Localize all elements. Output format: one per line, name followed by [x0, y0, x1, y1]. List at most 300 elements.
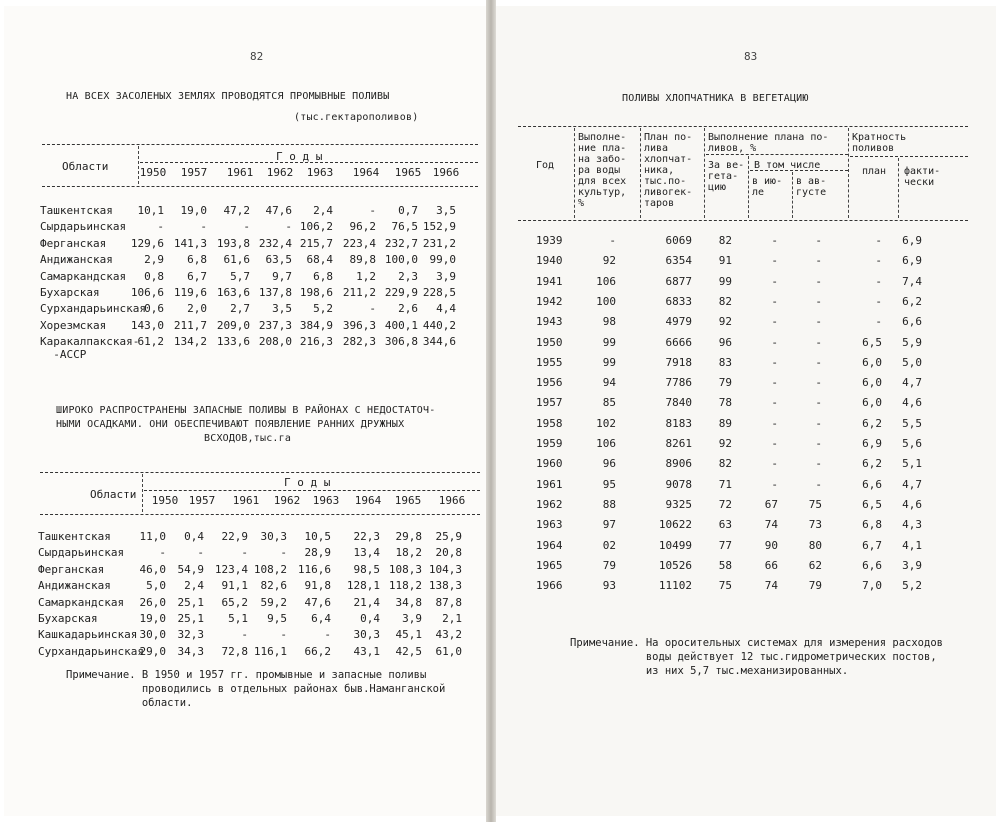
cell-value: 198,6	[299, 286, 333, 299]
row-year: 1958	[536, 416, 563, 430]
cell-value: 99	[602, 335, 616, 349]
cell-value: -	[771, 274, 778, 288]
cell-value: 96	[718, 335, 732, 349]
cell-value: 7786	[665, 376, 692, 390]
table1-top-rule	[42, 144, 478, 145]
cell-value: 6666	[665, 335, 692, 349]
cell-value: 137,8	[258, 286, 292, 299]
cell-value: 6,2	[862, 416, 882, 430]
cell-value: 30,3	[353, 628, 380, 642]
cell-value: 208,0	[258, 335, 292, 349]
cell-value: -	[771, 335, 778, 349]
cell-value: 6,8	[862, 518, 882, 532]
cell-value: -	[815, 376, 822, 390]
cell-value: 11102	[658, 579, 692, 593]
cell-value: 62	[808, 558, 822, 572]
cell-value: 5,1	[228, 612, 248, 625]
cell-value: -	[241, 628, 248, 642]
cell-value: 61,2	[137, 335, 164, 349]
year-header: 1966	[432, 166, 460, 179]
year-header: 1962	[273, 494, 301, 507]
year-header: 1962	[266, 166, 294, 179]
cell-value: 26,0	[139, 595, 166, 609]
header-irrigation-plan-group: Выполнение плана по- ливов, %	[708, 132, 829, 154]
cell-value: -	[815, 477, 822, 491]
cell-value: 129,6	[130, 236, 164, 250]
row-year: 1961	[536, 477, 563, 491]
row-region: Сурхандарьинская	[40, 302, 146, 316]
t3-group2-rule	[850, 156, 968, 157]
cell-value: 30,0	[139, 628, 166, 642]
cell-value: 7840	[665, 396, 692, 410]
cell-value: 43,1	[353, 644, 380, 658]
table2-header-separator	[142, 474, 143, 512]
table1-subtitle: (тыс.гектарополивов)	[294, 112, 419, 123]
cell-value: 128,1	[346, 579, 380, 593]
table3-note: Примечание. На оросительных системах для измерения расходов воды действует 12 тыс.гидрометрических постов, из них 5,7 тыс.механизированных.	[570, 637, 943, 677]
cell-value: 92	[718, 437, 732, 450]
cell-value: -	[815, 335, 822, 349]
cell-value: 7918	[665, 355, 692, 369]
cell-value: 193,8	[216, 236, 250, 250]
cell-value: 4,4	[436, 302, 456, 316]
cell-value: 5,1	[902, 457, 922, 471]
cell-value: 216,3	[299, 335, 333, 349]
cell-value: 63,5	[265, 253, 292, 267]
page-number: 82	[250, 50, 264, 63]
cell-value: -	[609, 234, 616, 247]
cell-value: -	[200, 220, 207, 234]
cell-value: -	[875, 254, 882, 268]
cell-value: -	[815, 294, 822, 308]
cell-value: 6,9	[902, 254, 922, 268]
cell-value: 306,8	[384, 335, 418, 349]
cell-value: -	[771, 416, 778, 430]
cell-value: -	[815, 274, 822, 288]
cell-value: 18,2	[395, 546, 422, 560]
cell-value: 3,9	[436, 269, 456, 283]
cell-value: 87,8	[435, 595, 462, 609]
cell-value: 22,3	[353, 530, 380, 543]
cell-value: 4,7	[902, 477, 922, 491]
page-number: 83	[744, 50, 758, 63]
cell-value: -	[324, 628, 331, 642]
cell-value: 3,9	[902, 558, 922, 572]
cell-value: 100,0	[384, 253, 418, 267]
cell-value: 46,0	[139, 562, 166, 576]
row-year: 1962	[536, 497, 563, 511]
cell-value: -	[815, 457, 822, 471]
cell-value: 59,2	[260, 595, 287, 609]
cell-value: 229,9	[384, 286, 418, 299]
cell-value: 396,3	[342, 318, 376, 332]
cell-value: 91,8	[304, 579, 331, 593]
cell-value: -	[815, 396, 822, 410]
cell-value: -	[771, 437, 778, 450]
cell-value: 123,4	[214, 562, 248, 576]
cell-value: 344,6	[422, 335, 456, 349]
cell-value: 237,3	[258, 318, 292, 332]
row-region: Самаркандская	[38, 595, 125, 609]
t3-col-sep-2	[640, 128, 641, 218]
cell-value: 211,7	[173, 318, 207, 332]
cell-value: 79	[808, 579, 822, 593]
cell-value: 66,2	[304, 644, 331, 658]
cell-value: 8261	[665, 437, 692, 450]
cell-value: 143,0	[130, 318, 164, 332]
cell-value: 6,2	[902, 294, 922, 308]
year-header: 1963	[306, 166, 334, 179]
cell-value: -	[815, 416, 822, 430]
cell-value: 91	[718, 254, 732, 268]
year-header: 1961	[226, 166, 254, 179]
t3-col-sep-6	[848, 128, 849, 218]
cell-value: 282,3	[342, 335, 376, 349]
cell-value: 209,0	[216, 318, 250, 332]
row-year: 1959	[536, 437, 563, 450]
cell-value: 22,9	[221, 530, 248, 543]
cell-value: -	[815, 234, 822, 247]
cell-value: -	[280, 628, 287, 642]
cell-value: 99	[602, 355, 616, 369]
row-region: Хорезмская	[40, 318, 107, 332]
cell-value: -	[875, 274, 882, 288]
cell-value: 10499	[658, 538, 692, 552]
cell-value: 67	[764, 497, 778, 511]
cell-value: -	[241, 546, 248, 560]
cell-value: 106	[596, 274, 616, 288]
year-header: 1963	[312, 494, 340, 507]
cell-value: -	[875, 234, 882, 247]
year-header: 1961	[232, 494, 260, 507]
table2-title-line3: ВСХОДОВ,тыс.га	[204, 433, 292, 444]
cell-value: 11,0	[139, 530, 166, 543]
cell-value: 133,6	[216, 335, 250, 349]
cell-value: 7,4	[902, 274, 922, 288]
table1-title: НА ВСЕХ ЗАСОЛЕНЫХ ЗЕМЛЯХ ПРОВОДЯТСЯ ПРОМЫВНЫЕ ПОЛИВЫ	[66, 91, 390, 102]
cell-value: 95	[602, 477, 616, 491]
cell-value: 6,6	[862, 558, 882, 572]
cell-value: 106	[596, 437, 616, 450]
cell-value: -	[771, 477, 778, 491]
cell-value: 99	[718, 274, 732, 288]
cell-value: 66	[764, 558, 778, 572]
cell-value: -	[875, 315, 882, 329]
cell-value: 3,5	[436, 204, 456, 217]
table2-title-line2: НЫМИ ОСАДКАМИ. ОНИ ОБЕСПЕЧИВАЮТ ПОЯВЛЕНИЕ РАННИХ ДРУЖНЫХ	[56, 419, 405, 430]
cell-value: 80	[808, 538, 822, 552]
cell-value: 28,9	[304, 546, 331, 560]
row-year: 1942	[536, 294, 563, 308]
cell-value: -	[157, 220, 164, 234]
cell-value: 5,6	[902, 437, 922, 450]
cell-value: -	[197, 546, 204, 560]
cell-value: 8906	[665, 457, 692, 471]
row-year: 1963	[536, 518, 563, 532]
year-header: 1964	[352, 166, 380, 179]
cell-value: 74	[764, 518, 778, 532]
cell-value: 0,4	[360, 612, 380, 625]
cell-value: 25,1	[177, 595, 204, 609]
cell-value: 99,0	[429, 253, 456, 267]
cell-value: 2,4	[313, 204, 333, 217]
header-vegetation: За ве- гета- цию	[708, 160, 745, 193]
cell-value: -	[771, 294, 778, 308]
row-region: Ферганская	[40, 236, 107, 250]
row-year: 1943	[536, 315, 563, 329]
cell-value: 21,4	[353, 595, 380, 609]
table1-header-rule	[42, 186, 478, 187]
cell-value: 4,6	[902, 497, 922, 511]
cell-value: 1,2	[356, 269, 376, 283]
cell-value: 47,6	[304, 595, 331, 609]
cell-value: 96	[602, 457, 616, 471]
cell-value: 58	[718, 558, 732, 572]
cell-value: 141,3	[173, 236, 207, 250]
cell-value: 85	[602, 396, 616, 410]
cell-value: 10526	[658, 558, 692, 572]
row-region: Бухарская	[40, 286, 100, 299]
row-region: Сырдарьинская	[40, 220, 127, 234]
cell-value: 83	[718, 355, 732, 369]
row-region: Андижанская	[40, 253, 113, 267]
cell-value: 4,6	[902, 396, 922, 410]
cell-value: 0,6	[144, 302, 164, 316]
cell-value: 6,7	[187, 269, 207, 283]
cell-value: 98,5	[353, 562, 380, 576]
cell-value: 2,1	[442, 612, 462, 625]
cell-value: 89,8	[349, 253, 376, 267]
cell-value: 30,3	[260, 530, 287, 543]
book-gutter	[486, 0, 496, 822]
cell-value: 92	[602, 254, 616, 268]
cell-value: 2,7	[230, 302, 250, 316]
cell-value: 13,4	[353, 546, 380, 560]
cell-value: 6,0	[862, 396, 882, 410]
cell-value: 78	[718, 396, 732, 410]
row-region: Ташкентская	[38, 530, 111, 543]
cell-value: 106,2	[299, 220, 333, 234]
cell-value: -	[815, 254, 822, 268]
cell-value: -	[771, 376, 778, 390]
cell-value: -	[285, 220, 292, 234]
t3-col-sep-1	[574, 128, 575, 218]
cell-value: 97	[602, 518, 616, 532]
table2-top-rule	[40, 472, 480, 473]
row-year: 1940	[536, 254, 563, 268]
cell-value: 3,5	[272, 302, 292, 316]
year-header: 1965	[394, 166, 422, 179]
row-region: Самаркандская	[40, 269, 127, 283]
header-water-plan: Выполне- ние пла- на забо- ра воды для всех культур, %	[578, 132, 627, 209]
row-year: 1950	[536, 335, 563, 349]
cell-value: -	[280, 546, 287, 560]
cell-value: 6354	[665, 254, 692, 268]
left-page	[4, 6, 486, 816]
year-header: 1957	[188, 494, 216, 507]
cell-value: 88	[602, 497, 616, 511]
cell-value: 43,2	[435, 628, 462, 642]
cell-value: 29,0	[139, 644, 166, 658]
cell-value: 9078	[665, 477, 692, 491]
cell-value: 400,1	[384, 318, 418, 332]
cell-value: 63	[718, 518, 732, 532]
cell-value: 34,8	[395, 595, 422, 609]
year-header: 1950	[139, 166, 167, 179]
cell-value: -	[875, 294, 882, 308]
cell-value: 47,2	[223, 204, 250, 217]
cell-value: 6,5	[862, 497, 882, 511]
cell-value: -	[815, 437, 822, 450]
cell-value: 5,2	[902, 579, 922, 593]
row-region: Ферганская	[38, 562, 105, 576]
cell-value: 90	[764, 538, 778, 552]
cell-value: 116,6	[297, 562, 331, 576]
cell-value: 74	[764, 579, 778, 593]
cell-value: 45,1	[395, 628, 422, 642]
cell-value: 108,2	[253, 562, 287, 576]
cell-value: 94	[602, 376, 616, 390]
row-region: Каракалпакская- -АССР	[40, 335, 140, 362]
cell-value: 54,9	[177, 562, 204, 576]
t3-col-sep-5	[792, 172, 793, 218]
cell-value: 25,1	[177, 612, 204, 625]
cell-value: 82,6	[260, 579, 287, 593]
cell-value: 68,4	[306, 253, 333, 267]
cell-value: 98	[602, 315, 616, 329]
cell-value: 6877	[665, 274, 692, 288]
table3-top-rule	[518, 126, 968, 127]
cell-value: 6,5	[862, 335, 882, 349]
cell-value: 77	[718, 538, 732, 552]
row-year: 1966	[536, 579, 563, 593]
cell-value: 2,6	[398, 302, 418, 316]
cell-value: 6,2	[862, 457, 882, 471]
row-region: Андижанская	[38, 579, 111, 593]
cell-value: 100	[596, 294, 616, 308]
cell-value: 6,8	[313, 269, 333, 283]
cell-value: 104,3	[428, 562, 462, 576]
cell-value: 211,2	[342, 286, 376, 299]
cell-value: 65,2	[221, 595, 248, 609]
cell-value: 10,5	[304, 530, 331, 543]
cell-value: 02	[602, 538, 616, 552]
cell-value: 440,2	[422, 318, 456, 332]
cell-value: 6833	[665, 294, 692, 308]
cell-value: 228,5	[422, 286, 456, 299]
t3-group-rule	[706, 154, 848, 155]
row-year: 1960	[536, 457, 563, 471]
cell-value: 6,0	[862, 355, 882, 369]
table1-years-header: Г о д ы	[276, 150, 323, 163]
cell-value: 5,5	[902, 416, 922, 430]
table2-region-header: Области	[90, 488, 137, 501]
table1-years-rule	[140, 162, 478, 163]
cell-value: 29,8	[395, 530, 422, 543]
cell-value: 384,9	[299, 318, 333, 332]
row-region: Сурхандарьинская	[38, 644, 144, 658]
cell-value: 4,1	[902, 538, 922, 552]
cell-value: 6,6	[902, 315, 922, 329]
cell-value: 232,4	[258, 236, 292, 250]
header-including: В том числе	[754, 160, 821, 171]
cell-value: 75	[718, 579, 732, 593]
cell-value: -	[243, 220, 250, 234]
header-actual: факти- чески	[904, 166, 941, 188]
cell-value: 118,2	[388, 579, 422, 593]
cell-value: 79	[602, 558, 616, 572]
cell-value: 76,5	[391, 220, 418, 234]
cell-value: 72,8	[221, 644, 248, 658]
cell-value: 20,8	[435, 546, 462, 560]
cell-value: 61,6	[223, 253, 250, 267]
row-region: Ташкентская	[40, 204, 113, 217]
cell-value: 231,2	[422, 236, 456, 250]
header-frequency-group: Кратность поливов	[852, 132, 907, 154]
cell-value: -	[159, 546, 166, 560]
cell-value: 4979	[665, 315, 692, 329]
cell-value: 0,4	[184, 530, 204, 543]
cell-value: 6,0	[862, 376, 882, 390]
header-august: в ав- густе	[796, 176, 827, 198]
cell-value: 7,0	[862, 579, 882, 593]
cell-value: 4,3	[902, 518, 922, 532]
cell-value: -	[815, 355, 822, 369]
cell-value: 116,1	[253, 644, 287, 658]
cell-value: 223,4	[342, 236, 376, 250]
row-year: 1957	[536, 396, 563, 410]
cell-value: 79	[718, 376, 732, 390]
cell-value: 2,3	[398, 269, 418, 283]
row-year: 1965	[536, 558, 563, 572]
cell-value: 134,2	[173, 335, 207, 349]
cell-value: 91,1	[221, 579, 248, 593]
cell-value: -	[771, 254, 778, 268]
table2-title-line1: ШИРОКО РАСПРОСТРАНЕНЫ ЗАПАСНЫЕ ПОЛИВЫ В РАЙОНАХ С НЕДОСТАТОЧ-	[56, 405, 436, 416]
t3-col-sep-7	[898, 158, 899, 218]
cell-value: 96,2	[349, 220, 376, 234]
cell-value: 102	[596, 416, 616, 430]
t3-sub-rule	[750, 170, 848, 171]
cell-value: 138,3	[428, 579, 462, 593]
cell-value: 34,3	[177, 644, 204, 658]
table3-title: ПОЛИВЫ ХЛОПЧАТНИКА В ВЕГЕТАЦИЮ	[622, 93, 809, 104]
row-year: 1955	[536, 355, 563, 369]
cell-value: 0,8	[144, 269, 164, 283]
cell-value: 89	[718, 416, 732, 430]
cell-value: 5,9	[902, 335, 922, 349]
cell-value: -	[815, 315, 822, 329]
cell-value: 8183	[665, 416, 692, 430]
cell-value: 19,0	[180, 204, 207, 217]
cell-value: 93	[602, 579, 616, 593]
cell-value: 5,0	[146, 579, 166, 593]
cell-value: 6,9	[902, 234, 922, 247]
cell-value: 82	[718, 457, 732, 471]
row-region: Кашкадарьинская	[38, 628, 138, 642]
cell-value: 42,5	[395, 644, 422, 658]
cell-value: 5,0	[902, 355, 922, 369]
table2-years-header: Г о д ы	[284, 476, 331, 489]
header-plan: план	[862, 166, 887, 177]
cell-value: 215,7	[299, 236, 333, 250]
cell-value: 6,8	[187, 253, 207, 267]
table1-region-header: Области	[62, 160, 109, 173]
year-header: 1965	[394, 494, 422, 507]
cell-value: 9,7	[272, 269, 292, 283]
cell-value: 47,6	[265, 204, 292, 217]
cell-value: 19,0	[139, 612, 166, 625]
